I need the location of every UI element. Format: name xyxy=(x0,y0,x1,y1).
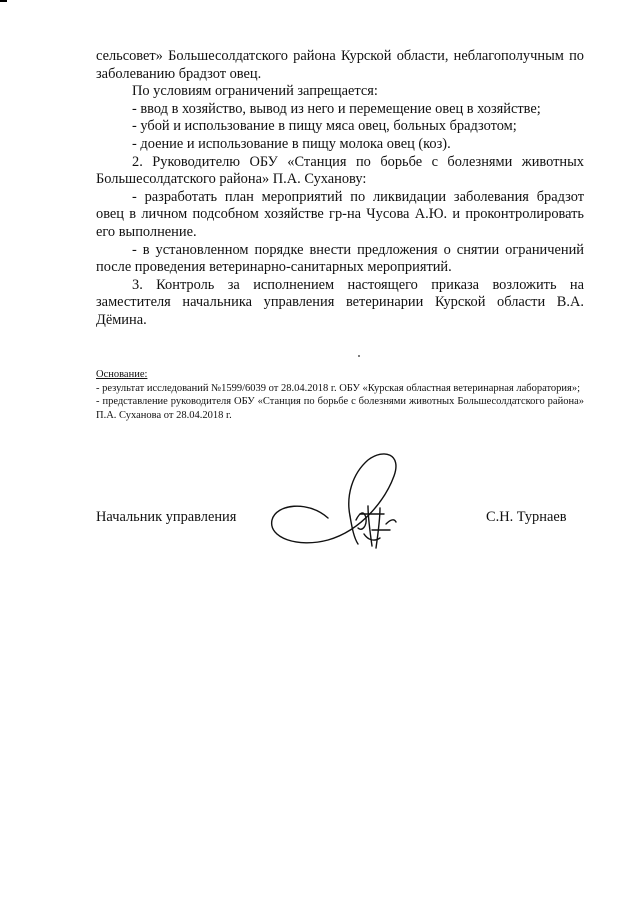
basis-item-2: - представление руководителя ОБУ «Станция по борьбе с болезнями животных Большесолдатского района» П.А. Суханова от 28.04.2018 г. xyxy=(96,396,584,421)
document-body xyxy=(96,48,584,330)
signatory-position: Начальник управления xyxy=(96,509,237,525)
paragraph-5: - доение и использование в пищу молока овец (коз). xyxy=(132,135,451,152)
handwritten-signature xyxy=(268,448,418,560)
paragraph-1: сельсовет» Большесолдатского района Курской области, неблагополучным по заболеванию брадзот овец. xyxy=(96,48,584,82)
paragraph-7: - разработать план мероприятий по ликвидации заболевания брадзот овец в личном подсобном хозяйстве гр-на Чусова А.Ю. и проконтролировать его выполнение. xyxy=(96,188,584,240)
basis-item-1: - результат исследований №1599/6039 от 28.04.2018 г. ОБУ «Курская областная ветеринарная лаборатория»; xyxy=(96,382,581,394)
paragraph-8: - в установленном порядке внести предложения о снятии ограничений после проведения ветеринарно-санитарных мероприятий. xyxy=(96,241,584,276)
paragraph-4: - убой и использование в пищу мяса овец, больных брадзотом; xyxy=(132,118,517,135)
basis-section xyxy=(96,368,584,422)
signatory-name: С.Н. Турнаев xyxy=(486,509,567,525)
paragraph-3: - ввод в хозяйство, вывод из него и перемещение овец в хозяйстве; xyxy=(132,100,541,117)
corner-mark xyxy=(0,0,7,2)
paragraph-6: 2. Руководителю ОБУ «Станция по борьбе с болезнями животных Большесолдатского района» П.А. Суханову: xyxy=(96,153,584,188)
scan-speck xyxy=(358,355,360,357)
basis-title: Основание: xyxy=(96,369,148,380)
paragraph-2: По условиям ограничений запрещается: xyxy=(132,83,378,100)
paragraph-9: 3. Контроль за исполнением настоящего приказа возложить на заместителя начальника управления ветеринарии Курской области В.А. Дёмина. xyxy=(96,276,584,328)
